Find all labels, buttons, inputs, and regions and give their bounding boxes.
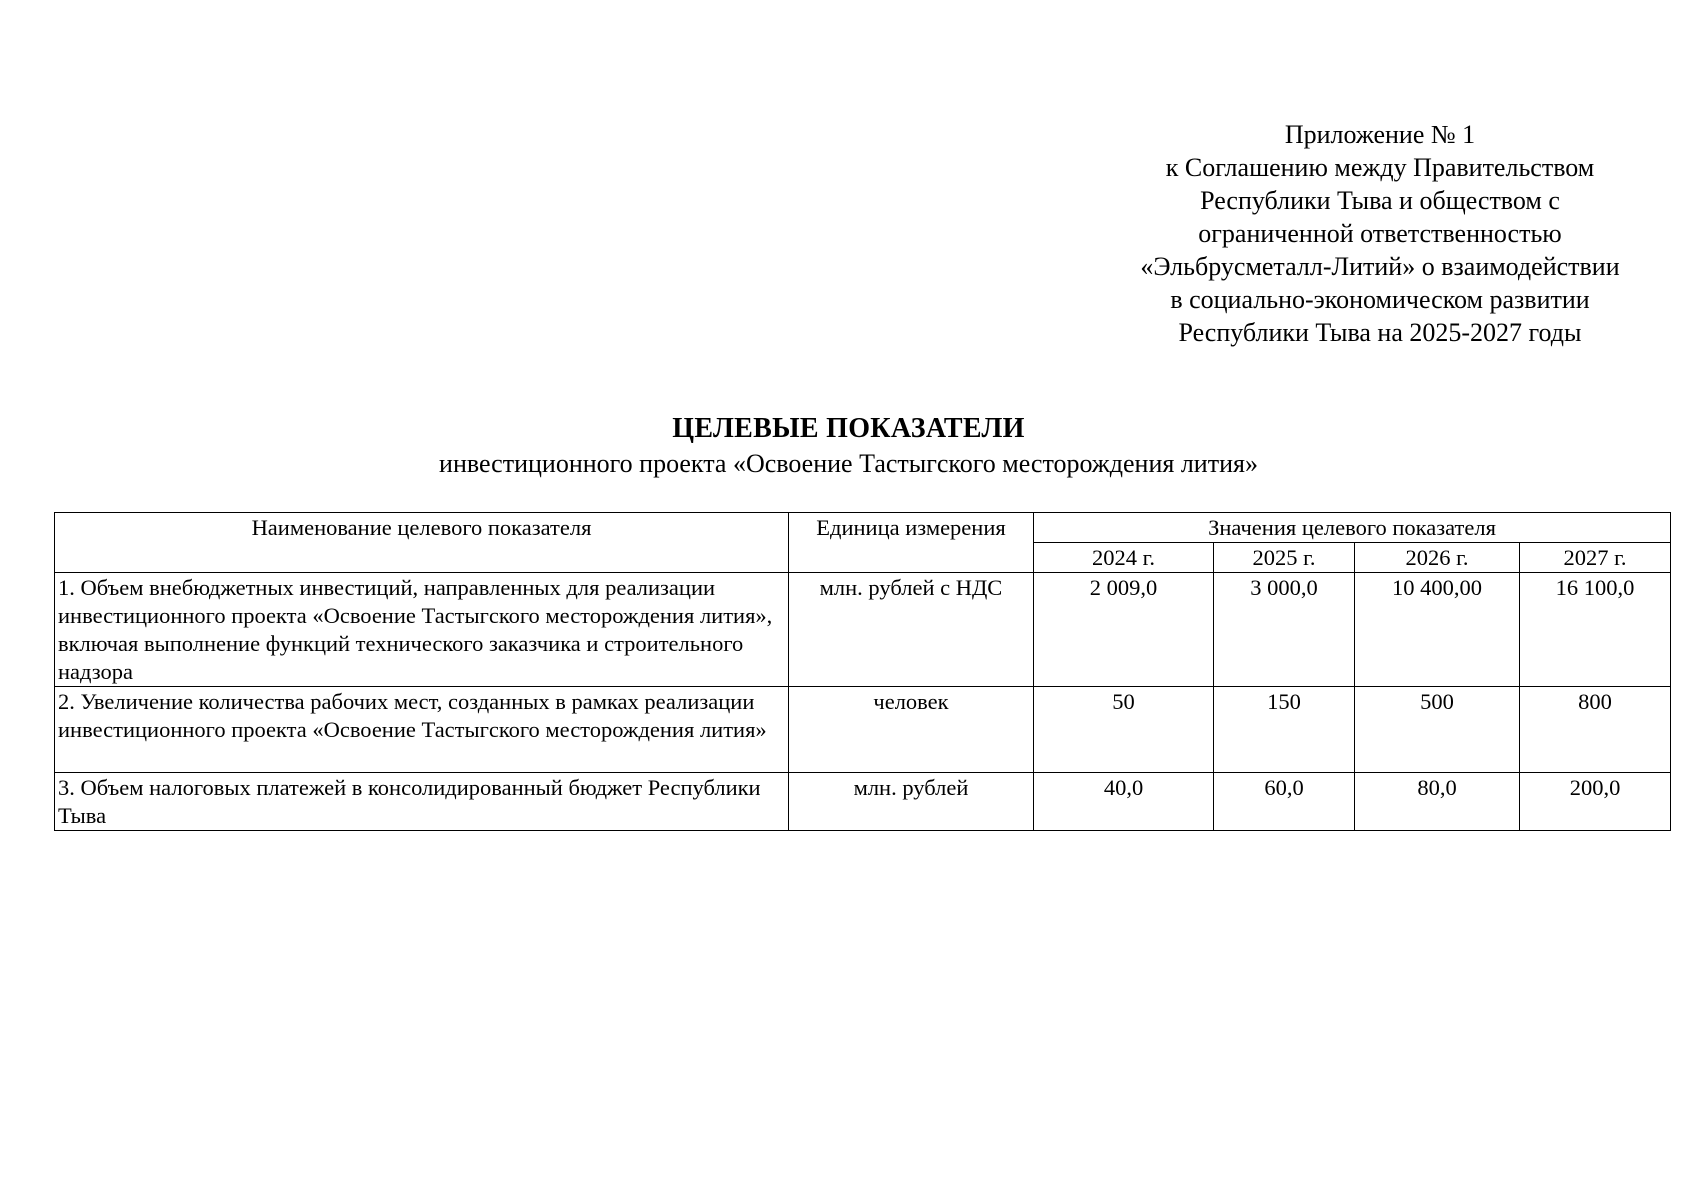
document-title: ЦЕЛЕВЫЕ ПОКАЗАТЕЛИ <box>672 413 1025 444</box>
indicator-name: 1. Объем внебюджетных инвестиций, направленных для реализации инвестиционного проекта «Освоение Тастыгского месторождения лития», включая выполнение функций технического заказчика и строительного надзора <box>55 573 789 687</box>
indicator-value: 80,0 <box>1355 773 1520 831</box>
indicator-value: 50 <box>1034 687 1214 773</box>
annex-line: к Соглашению между Правительством <box>1165 153 1595 182</box>
table-row <box>55 573 1671 687</box>
header-year: 2024 г. <box>1034 543 1214 573</box>
header-year: 2025 г. <box>1214 543 1355 573</box>
header-indicator-name: Наименование целевого показателя <box>55 513 789 573</box>
annex-line: в социально-экономическом развитии <box>1170 285 1590 314</box>
table-header-row <box>55 513 1671 543</box>
annex-line: Республики Тыва и обществом с <box>1200 186 1560 215</box>
indicator-value: 200,0 <box>1520 773 1671 831</box>
indicator-value: 2 009,0 <box>1034 573 1214 687</box>
header-year: 2026 г. <box>1355 543 1520 573</box>
header-year: 2027 г. <box>1520 543 1671 573</box>
indicators-table <box>54 512 1671 831</box>
annex-line: «Эльбрусметалл-Литий» о взаимодействии <box>1140 252 1620 281</box>
indicator-value: 800 <box>1520 687 1671 773</box>
indicator-unit: человек <box>789 687 1034 773</box>
indicator-value: 16 100,0 <box>1520 573 1671 687</box>
indicator-unit: млн. рублей <box>789 773 1034 831</box>
indicator-name: 3. Объем налоговых платежей в консолидированный бюджет Республики Тыва <box>55 773 789 831</box>
header-unit: Единица измерения <box>789 513 1034 573</box>
annex-line: ограниченной ответственностью <box>1198 219 1562 248</box>
indicator-value: 150 <box>1214 687 1355 773</box>
annex-line: Республики Тыва на 2025-2027 годы <box>1178 318 1582 347</box>
indicator-value: 60,0 <box>1214 773 1355 831</box>
table-row <box>55 687 1671 773</box>
annex-note <box>1100 118 1660 349</box>
annex-line: Приложение № 1 <box>1284 120 1476 149</box>
indicator-value: 40,0 <box>1034 773 1214 831</box>
header-values-group: Значения целевого показателя <box>1034 513 1671 543</box>
indicator-name: 2. Увеличение количества рабочих мест, созданных в рамках реализации инвестиционного проекта «Освоение Тастыгского месторождения лития» <box>55 687 789 773</box>
indicator-value: 10 400,00 <box>1355 573 1520 687</box>
indicator-value: 3 000,0 <box>1214 573 1355 687</box>
table-row <box>55 773 1671 831</box>
document-subtitle: инвестиционного проекта «Освоение Тастыгского месторождения лития» <box>439 449 1258 478</box>
indicator-value: 500 <box>1355 687 1520 773</box>
indicator-unit: млн. рублей с НДС <box>789 573 1034 687</box>
